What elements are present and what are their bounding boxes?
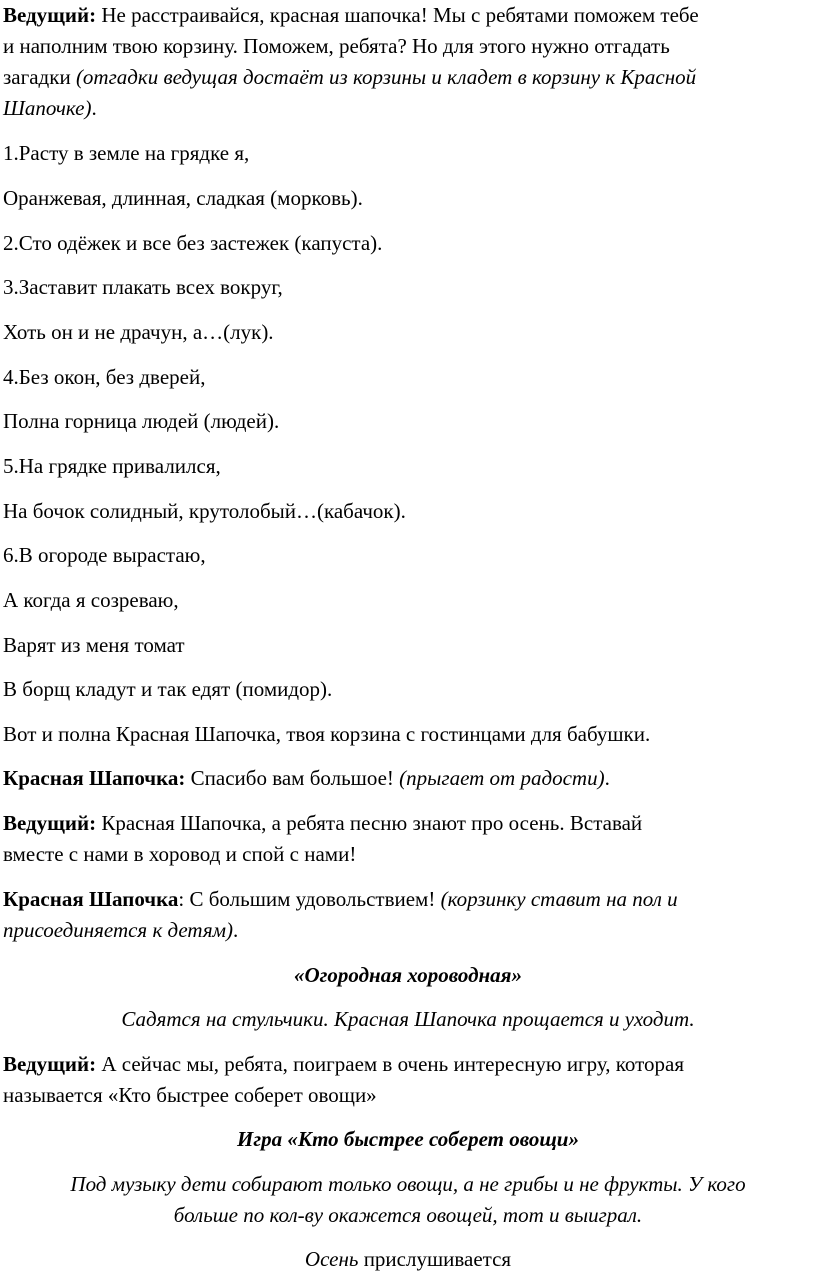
stage-direction-center: Садятся на стульчики. Красная Шапочка прощается и уходит. [121,1007,695,1031]
riddle-line: А когда я созреваю, [3,588,179,612]
riddle-line: 6.В огороде вырастаю, [3,543,206,567]
speech-text: . [604,766,610,790]
speech-text: называется «Кто быстрее соберет овощи» [3,1083,377,1107]
riddle-line: Оранжевая, длинная, сладкая (морковь). [3,186,363,210]
speech-text: загадки [3,65,76,89]
speech-text: . [233,918,239,942]
stage-direction: (прыгает от радости) [399,766,605,790]
red-hood-line [3,763,610,793]
speaker-label: Ведущий: [3,811,97,835]
host-line-7 [3,1049,684,1079]
speaker-label: Красная Шапочка [3,887,179,911]
host-line-2 [3,31,670,61]
speaker-label: Красная Шапочка: [3,766,186,790]
host-line-1 [3,0,699,30]
red-hood-reply-2 [3,915,238,945]
stage-direction: Шапочке) [3,96,92,120]
riddle-line: На бочок солидный, крутолобый…(кабачок). [3,499,406,523]
speech-text: . [91,96,97,120]
stage-direction: (корзинку ставит на пол и [440,887,678,911]
riddle-line: В борщ кладут и так едят (помидор). [3,677,333,701]
speech-text: А сейчас мы, ребята, поиграем в очень интересную игру, которая [96,1052,685,1076]
riddle-line: Хоть он и не драчун, а…(лук). [3,320,274,344]
riddle-line: Полна горница людей (людей). [3,409,280,433]
stage-direction: (отгадки ведущая достаёт из корзины и кладет в корзину к Красной [75,65,697,89]
speech-text: Красная Шапочка, а ребята песню знают про осень. Вставай [96,811,643,835]
speech-text: : С большим удовольствием! [178,887,441,911]
riddle-line: 2.Сто одёжек и все без застежек (капуста). [3,231,383,255]
host-line-3 [3,62,696,92]
speech-text: Спасибо вам большое! [185,766,400,790]
host-line-8 [3,1080,377,1110]
speaker-label: Ведущий: [3,3,97,27]
game-description-1: Под музыку дети собирают только овощи, а не грибы и не фрукты. У кого [70,1172,746,1196]
speaker-label: Ведущий: [3,1052,97,1076]
speech-text: прислушивается [363,1247,512,1271]
speech-text: Не расстраивайся, красная шапочка! Мы с ребятами поможем тебе [96,3,699,27]
riddle-line: Варят из меня томат [3,633,185,657]
host-line-5 [3,808,642,838]
riddle-line: 4.Без окон, без дверей, [3,365,206,389]
host-line-6 [3,839,356,869]
game-description-2: больше по кол-ву окажется овощей, тот и выиграл. [173,1203,643,1227]
song-title: «Огородная хороводная» [294,963,522,987]
stage-direction: Осень [304,1247,364,1271]
stage-direction: присоединяется к детям) [3,918,234,942]
game-title: Игра «Кто быстрее соберет овощи» [237,1127,579,1151]
red-hood-reply-1 [3,884,678,914]
speech-text: вместе с нами в хоровод и спой с нами! [3,842,357,866]
riddle-line: 1.Расту в земле на грядке я, [3,141,250,165]
riddle-line: 3.Заставит плакать всех вокруг, [3,275,283,299]
host-line-4 [3,93,97,123]
host-summary-line: Вот и полна Красная Шапочка, твоя корзина с гостинцами для бабушки. [3,722,651,746]
final-line [3,1244,813,1274]
speech-text: и наполним твою корзину. Поможем, ребята? Но для этого нужно отгадать [3,34,670,58]
riddle-line: 5.На грядке привалился, [3,454,221,478]
